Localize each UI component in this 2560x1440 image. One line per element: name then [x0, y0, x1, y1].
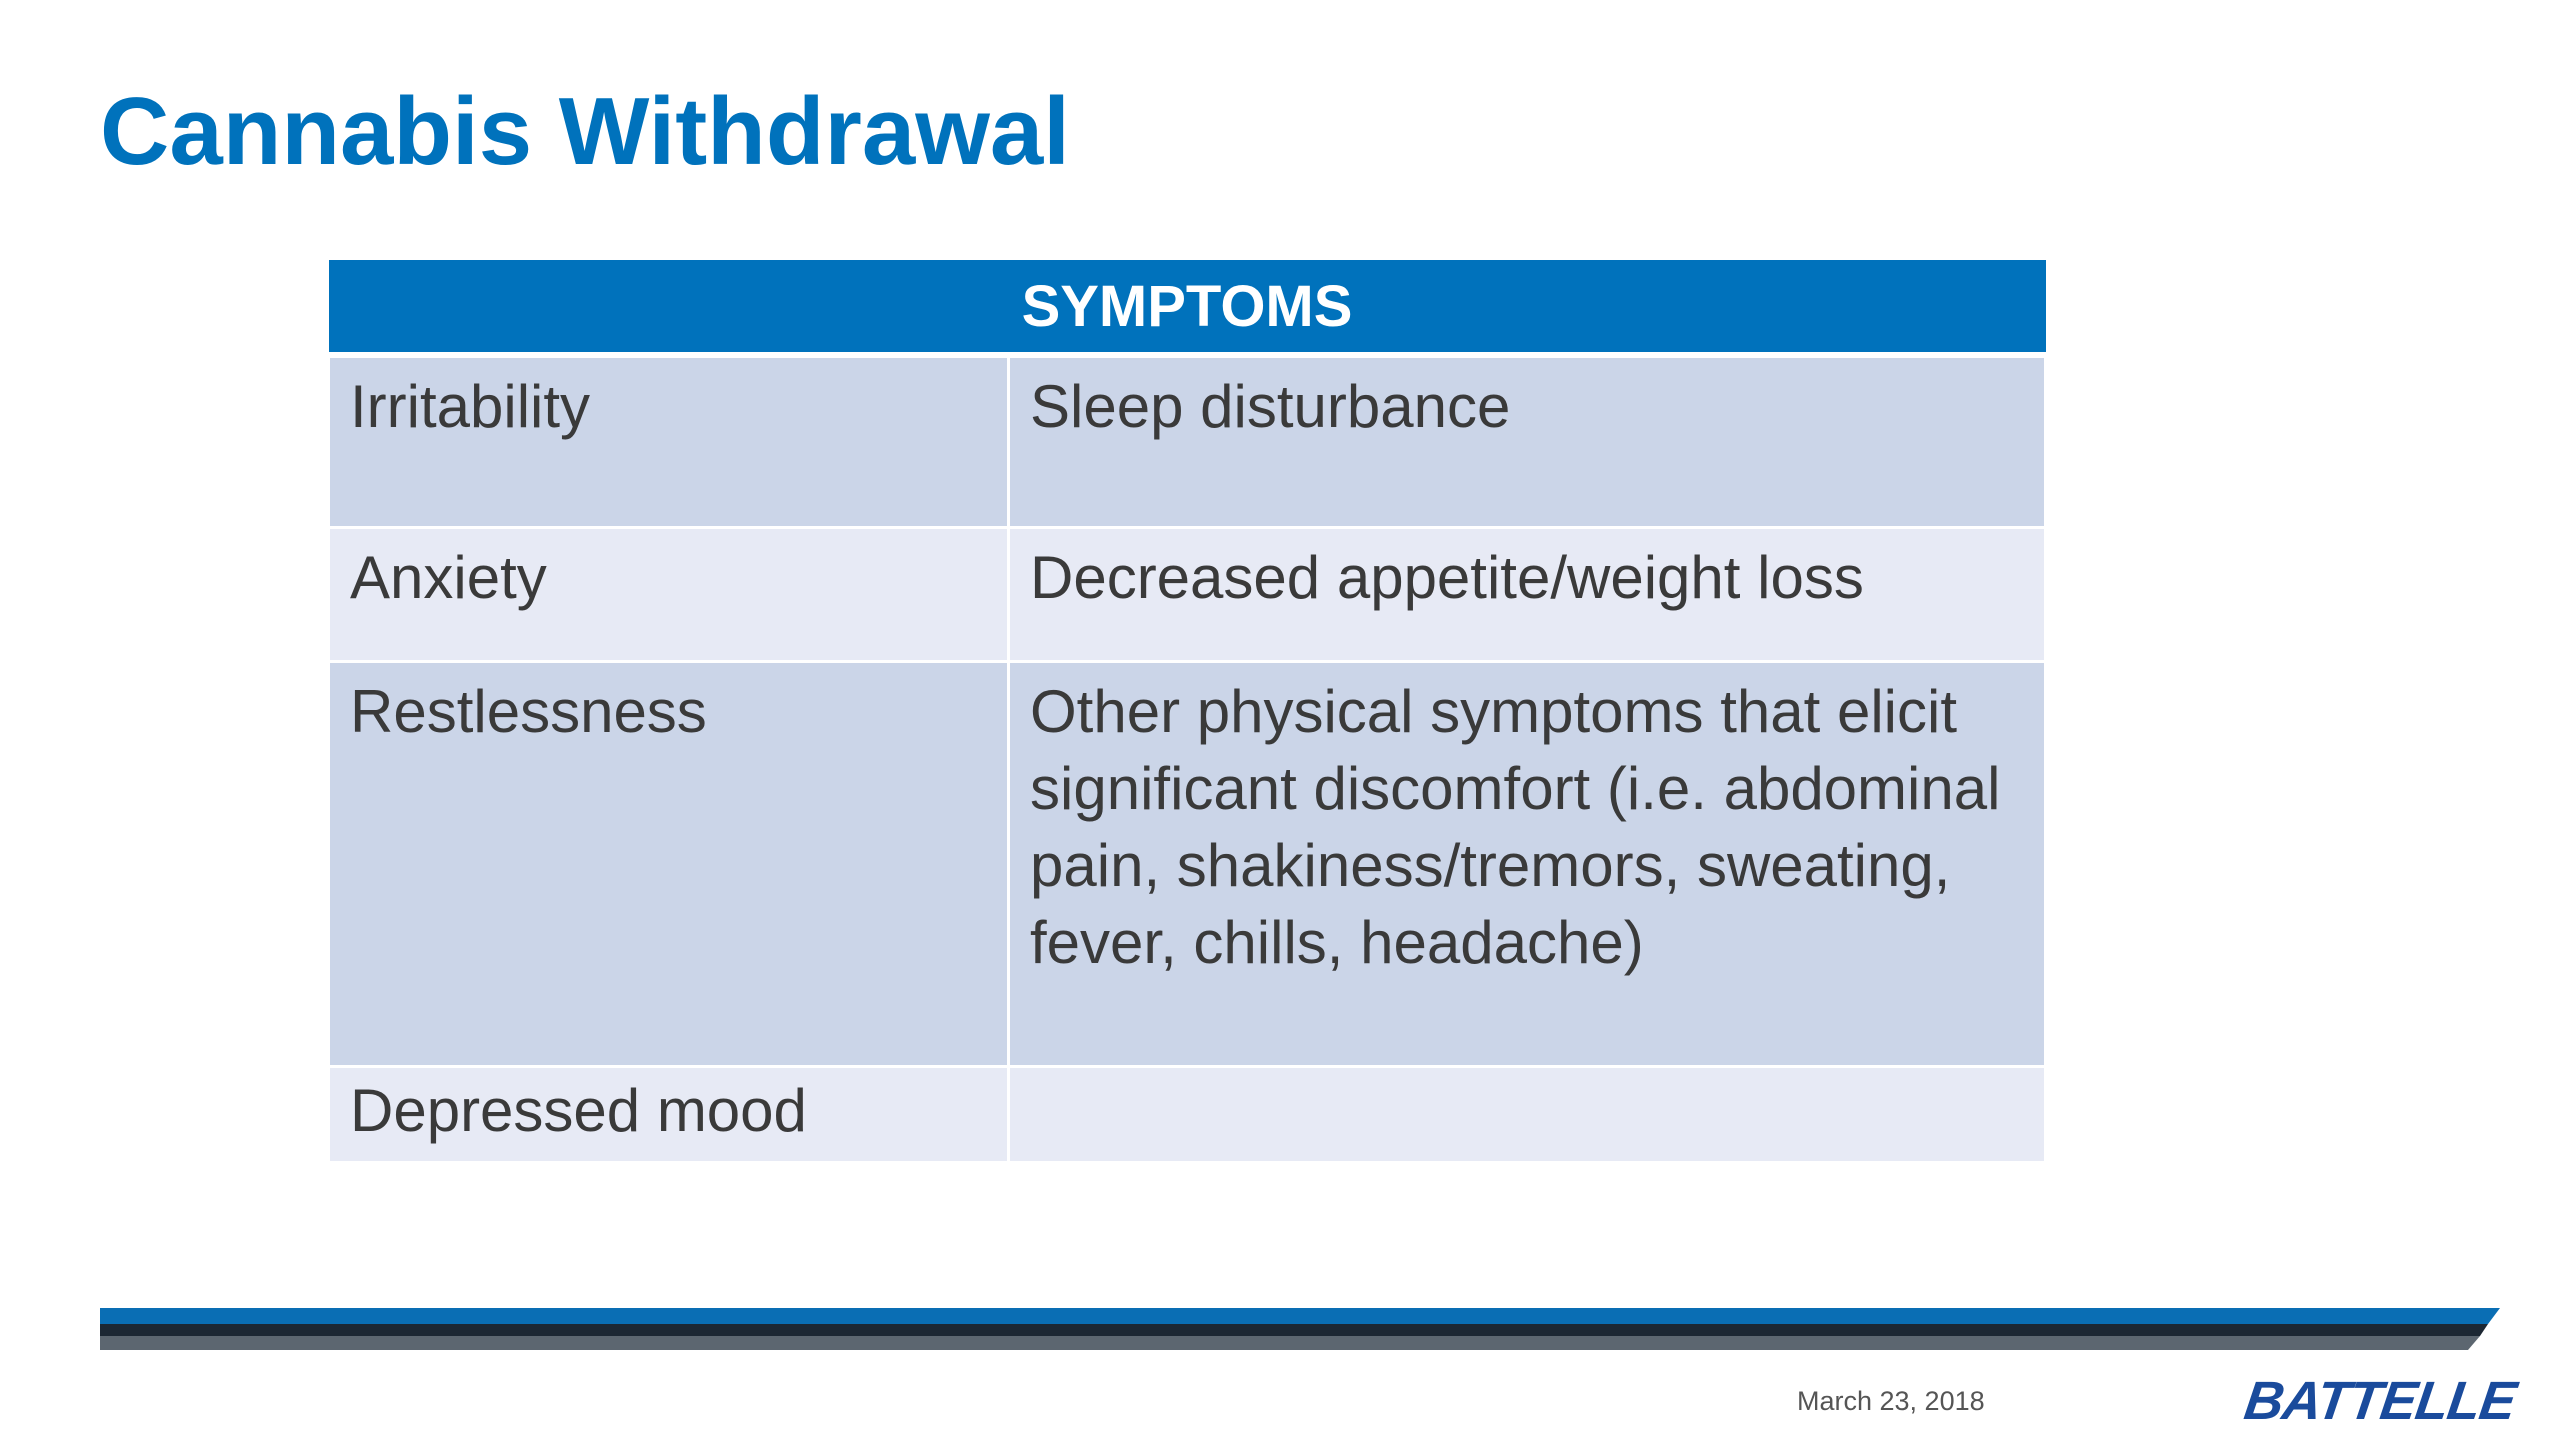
table-cell: Anxiety: [329, 527, 1009, 661]
table-cell: Other physical symptoms that elicit significant discomfort (i.e. abdominal pain, shakiness/tremors, sweating, fever, chills, headache): [1009, 661, 2046, 1066]
footer-stripe-blue: [100, 1308, 2500, 1324]
table-header: SYMPTOMS: [329, 260, 2046, 355]
battelle-logo: BATTELLE: [2240, 1371, 2520, 1431]
table-cell: [1009, 1066, 2046, 1162]
table-cell: Decreased appetite/weight loss: [1009, 527, 2046, 661]
table-row: [329, 355, 2046, 527]
table-row: [329, 661, 2046, 1066]
footer-stripe-dark: [100, 1324, 2488, 1336]
symptoms-table: [327, 260, 2047, 1164]
footer-date: March 23, 2018: [1797, 1386, 1985, 1416]
table-cell: Restlessness: [329, 661, 1009, 1066]
table-cell: Irritability: [329, 355, 1009, 527]
table-header-row: [329, 260, 2046, 355]
footer-stripe-gray: [100, 1336, 2480, 1350]
table-cell: Sleep disturbance: [1009, 355, 2046, 527]
footer-stripe: [100, 1308, 2500, 1354]
table-row: [329, 1066, 2046, 1162]
table-row: [329, 527, 2046, 661]
slide-title: Cannabis Withdrawal: [100, 78, 1070, 185]
table-cell: Depressed mood: [329, 1066, 1009, 1162]
